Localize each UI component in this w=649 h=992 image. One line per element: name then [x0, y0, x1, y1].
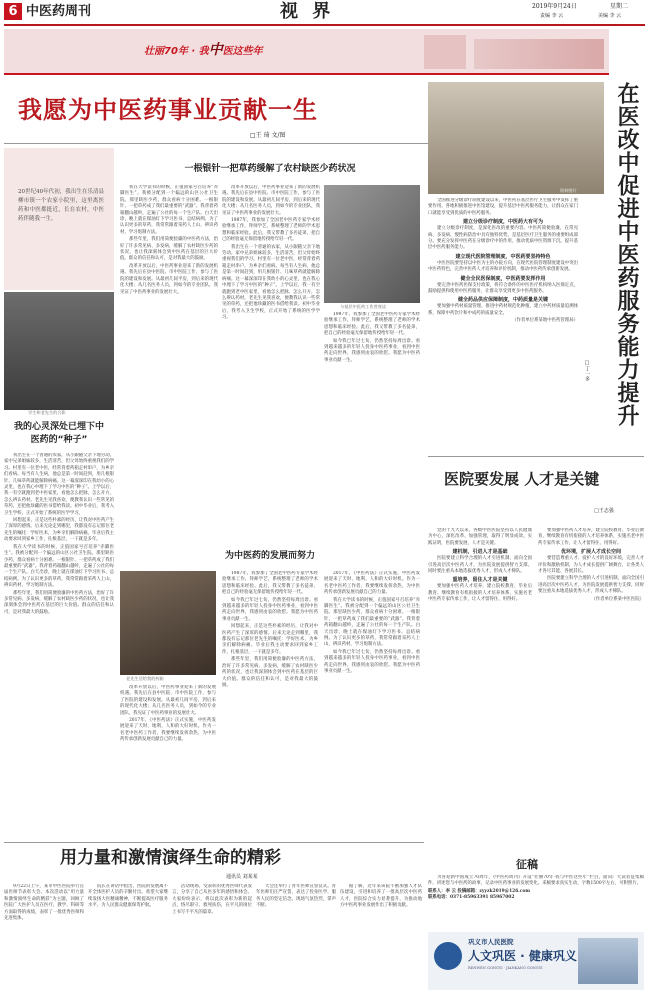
- phone-value: 0371-85963391 85967002: [449, 895, 515, 901]
- right-mid-col-1: [428, 528, 532, 853]
- body-text: 要加强中医药人才培养，建立院校教育、毕业后教育、继续教育有机衔接的人才培养体系，实施名老中医药专家传承工作，让人才留得住、用得好。: [428, 584, 532, 603]
- right-headline: 在医改中促进中医药服务能力提升: [614, 82, 639, 427]
- issue-date: 2019年9月24日: [532, 3, 577, 10]
- body-text: 全国推进分级诊疗制度建设以来，中医药在基层医疗卫生服务中发挥了重要作用。各地积极推进中医馆建设，提升基层中医药服务能力，让群众在家门口就能享受到优质的中医药服务。: [428, 198, 578, 216]
- bottom-divider: [4, 842, 424, 843]
- right-mid-headline: 医院要发展 人才是关键: [444, 470, 600, 488]
- masthead-rule: [4, 24, 645, 26]
- right-subhead-c: 健全全民医保制度，中医药要发挥作用: [460, 275, 546, 282]
- body-text: 2017年，《中医药法》正式实施，中医药发展迎来了天时、地利、人和的大好时机。作为一名老中医药工作者，我要继续发挥余热，为中医药传承创新发展贡献自己的力量。: [324, 571, 420, 596]
- right-mid-subhead-c: 优环境，扩展人才成长空间: [560, 549, 621, 556]
- right-byline: □丁一多: [584, 360, 590, 381]
- cfp-title: 征稿: [516, 858, 538, 871]
- body-text: 医院要建立科学合理的人才引进机制，面向全国引进高层次中医药人才，为医院发展提供智力支撑。同时要注重从本地选拔优秀人才，形成人才梯队。: [428, 556, 532, 575]
- body-text: 为喜迎新中国成立70周年，《中医药周刊》开设“壮丽70年·我与中医这些年”栏目，面向广大读者征集稿件，讲述您与中医药的故事，记录中医药事业的发展变化。来稿要求真实生动，字数1500字左右，可附照片。: [428, 875, 644, 887]
- contact-name: 李 云: [445, 888, 456, 894]
- body-text: 大会还举行了青年医师宣誓仪式。青年医师们庄严宣誓，表达了投身医学、服务人民的坚定信念。现场气氛热烈，掌声不断。: [256, 884, 336, 909]
- email-value: zyyzk2019@126.com: [479, 888, 531, 894]
- section-title: 视 界: [280, 1, 335, 22]
- main-headline: 我愿为中医药事业贡献一生: [18, 96, 318, 124]
- body-text: 那些年里，我们用简便验廉的中医药方法，治好了许多常见病、多发病，缓解了农村缺医少药的状况，也让我深刻体会到中医药在基层的巨大价值。群众的信任和认可，是对我最大的鼓励。: [4, 590, 114, 615]
- bottom-col-5: [340, 884, 422, 988]
- right-mid-note: （作者单位系某中医医院）: [591, 596, 644, 602]
- body-col-4: [324, 312, 420, 404]
- bottom-headline: 用力量和激情演绎生命的精彩: [60, 848, 281, 868]
- intro-box: [4, 148, 114, 290]
- body-text: 医院要建立科学合理的人才引进机制，面向全国引进高层次中医药人才，为医院发展提供智力支撑。同时要注重从本地选拔优秀人才，形成人才梯队。: [538, 576, 644, 595]
- right-divider: [428, 456, 644, 457]
- paper-name: 中医药周刊: [26, 4, 92, 19]
- issue-weekday: 星期二: [610, 3, 629, 10]
- body-text: 如今我已年过七旬，仍然坚持每周出诊。看到越来越多的年轻人投身中医药事业，看到中医药走向世界，我感到由衷的欣慰。我愿为中医药事业贡献一生。: [324, 649, 420, 675]
- hospital-building: [578, 938, 638, 984]
- body-text: 那些年里，我们用简便验廉的中医药方法，治好了许多常见病、多发病，缓解了农村缺医少药的状况，也让我深刻体会到中医药在基层的巨大价值。群众的信任和认可，是对我最大的鼓励。: [222, 657, 318, 688]
- hospital-logo-icon: [434, 942, 462, 970]
- group-photo-caption: 与基层中医药工作者座谈: [340, 304, 387, 309]
- body-text: 1987年，我参加了全国老中医药专家学术经验继承工作，拜师学艺，系统整理了老师的学术思想和临床经验。此后，我又带教了多名徒弟，把自己的经验毫无保留地传授给年轻一代。: [324, 312, 420, 337]
- body-text: 2017年，《中医药法》正式实施，中医药发展迎来了天时、地利、人和的大好时机。作为一名老中医药工作者，我要继续发挥余热，为中医药传承创新发展贡献自己的力量。: [120, 718, 216, 743]
- group-photo: [324, 185, 420, 303]
- right-subhead-a: 建立分级诊疗制度，中医药大有可为: [462, 219, 543, 226]
- right-subhead-d: 健全药品供应保障制度，中药质量是关键: [457, 297, 548, 304]
- main-byline: □王 琦 文/图: [250, 132, 286, 139]
- hospital-slogan: 人文巩医 · 健康巩义: [468, 949, 577, 963]
- body-text: 我出生在一个普通的农家，从小跟随父亲下地劳动。家中兄弟姐妹较多，生活清苦，但父母始终重视我们的学习。村里有一位老中医，经常背着药箱走村串户，为乡亲们看病。每当有人生病，他总是第一时间赶到，用几根银针、几味草药就能解除病痛。这一幕深深印在我幼小的心灵里，也在我心中埋下了学习中医的“种子”。上学以后，我一有空就跑到老中医家里，看他怎么把脉，怎么开方，怎么辨认药材。老先生见我喜欢，便教我认识一些常见的草药，还把他珍藏的医书借给我读。初中毕业后，我考入卫生学校，正式开始了系统的医学学习。: [4, 453, 114, 516]
- hospital-name: 巩义市人民医院: [468, 938, 514, 946]
- body-col-3: [222, 185, 320, 403]
- bottom-col-4: [256, 884, 336, 988]
- body-text: 要加强中药材质量管理，推进中药材规范化种植，建立中药材质量追溯体系，保障中药饮片和中成药的质量安全。: [428, 304, 578, 316]
- intro-text: 20世纪40年代初，我出生在乐清县柳市镇一个农家小院里，这里离医药和中医都挺近，长在农村，中医药伴随我一生。: [18, 189, 104, 222]
- body-text: 改革开放以后，中医药事业迎来了新的发展机遇。我先后在县中医院、市中医院工作，参与了医院的建设和发展。从最初几间平房，到后来的现代化大楼；从几名医务人员，到如今的专业团队，我见证了中医药事业的发展壮大。: [120, 263, 218, 295]
- banner-great-wall: [474, 39, 604, 69]
- body-text: 活动现场，受表彰的优秀医师代表发言，分享了自己从医多年的感悟和体会。大家纷纷表示，将以此次表彰为新的起点，恪尽职守、救死扶伤，在平凡的岗位上书写不平凡的篇章。: [172, 884, 252, 915]
- designer-credit: 美编 李 云: [598, 13, 622, 19]
- call-for-papers: [428, 858, 644, 930]
- body-text: 我在大学读书的时候，正值国家号召培养“赤脚医生”。我被分配到一个偏远的山区公社卫生院。那里缺医少药，群众看病十分困难。一根银针、一把草药成了我们最重要的“武器”。我背着药箱翻山越岭，走遍了公社的每一个生产队。白天出诊，晚上就在煤油灯下学习医书、总结病例。为了认识更多的草药，我常常跟着采药人上山，辨识药材，学习炮制方法。: [120, 185, 218, 235]
- bottom-col-2: [88, 884, 168, 988]
- right-note: （作者单位系某地中医药管理局）: [512, 318, 578, 324]
- right-mid-byline: □王志强: [594, 508, 614, 514]
- masthead: [0, 0, 649, 25]
- cfp-body: [428, 875, 644, 929]
- page-number: 6: [4, 3, 22, 20]
- editor-credit: 责编 李 云: [540, 13, 564, 19]
- subhead-needle: 一根银针一把草药缓解了农村缺医少药状况: [184, 164, 356, 174]
- body-text: 改革开放以后，中医药事业迎来了新的发展机遇。我先后在县中医院、市中医院工作，参与了医院的建设和发展。从最初几间平房，到后来的现代化大楼；从几名医务人员，到如今的专业团队，我见证了中医药事业的发展壮大。: [120, 685, 216, 716]
- body-text: 那些年里，我们用简便验廉的中医药方法，治好了许多常见病、多发病，缓解了农村缺医少药的状况，也让我深刻体会到中医药在基层的巨大价值。群众的信任和认可，是对我最大的鼓励。: [120, 237, 218, 262]
- body-text: 我在大学读书的时候，正值国家号召培养“赤脚医生”。我被分配到一个偏远的山区公社卫生院。那里缺医少药，群众看病十分困难。一根银针、一把草药成了我们最重要的“武器”。我背着药箱翻山越岭，走遍了公社的每一个生产队。白天出诊，晚上就在煤油灯下学习医书、总结病例。为了认识更多的草药，我常常跟着采药人上山，辨识药材，学习炮制方法。: [4, 544, 114, 589]
- body-col-7: [222, 571, 318, 835]
- body-text: 1987年，我参加了全国老中医药专家学术经验继承工作，拜师学艺，系统整理了老师的学术思想和临床经验。此后，我又带教了多名徒弟，把自己的经验毫无保留地传授给年轻一代。: [222, 571, 318, 596]
- herb-photo-caption: 资料图片: [560, 188, 577, 193]
- body-text: 我出生在一个普通的农家，从小跟随父亲下地劳动。家中兄弟姐妹较多，生活清苦，但父母始终重视我们的学习。村里有一位老中医，经常背着药箱走村串户，为乡亲们看病。每当有人生病，他总是第一时间赶到，用几根银针、几味草药就能解除病痛。这一幕深深印在我幼小的心灵里，也在我心中埋下了学习中医的“种子”。上学以后，我一有空就跑到老中医家里，看他怎么把脉，怎么开方，怎么辨认药材。老先生见我喜欢，便教我认识一些常见的草药，还把他珍藏的医书借给我读。初中毕业后，我考入卫生学校，正式开始了系统的医学学习。: [222, 244, 320, 321]
- portrait-photo: [4, 292, 114, 410]
- bottom-col-1: [4, 884, 84, 988]
- body-text: 要完善中医药医保支付政策，将符合条件的中医医疗机构纳入医保定点，鼓励提供和使用中医药服务，让群众享受到更多中医药服务。: [428, 282, 578, 295]
- body-text: 改革开放以后，中医药事业迎来了新的发展机遇。我先后在县中医院、市中医院工作，参与了医院的建设和发展。从最初几间平房，到后来的现代化大楼；从几名医务人员，到如今的专业团队，我见证了中医药事业的发展壮大。: [222, 185, 320, 216]
- body-col-6: [120, 685, 216, 835]
- body-text: 要加强中医药人才培养，建立院校教育、毕业后教育、继续教育有机衔接的人才培养体系，实施名老中医药专家传承工作，让人才留得住、用得好。: [538, 528, 644, 546]
- right-body: [428, 198, 578, 450]
- body-col-2: [120, 185, 218, 403]
- medicine-box-photo: [120, 571, 216, 675]
- right-mid-col-2: [538, 528, 644, 853]
- right-mid-subhead-b: 重培养，留住人才是关键: [452, 577, 508, 584]
- banner-slogan-right: 医这些年: [222, 46, 263, 57]
- subhead-develop: 为中医药的发展而努力: [224, 551, 315, 561]
- body-text: 要营造尊重人才、爱护人才的良好环境，完善人才评价和激励机制，为人才成长提供广阔舞台，让各类人才各尽其能、各展其长。: [538, 556, 644, 575]
- body-text: 如今我已年过七旬，仍然坚持每周出诊。看到越来越多的年轻人投身中医药事业，看到中医药走向世界，我感到由衷的欣慰。我愿为中医药事业贡献一生。: [222, 597, 318, 622]
- body-col-1: [4, 453, 114, 835]
- email-label: 投稿邮箱：: [457, 888, 480, 894]
- body-col-8: [324, 571, 420, 835]
- banner-slogan-left: 壮丽70年 · 我: [144, 46, 209, 57]
- hospital-slogan-en: RENWEN GONGYI · JIANKANG GONGYI: [468, 966, 543, 970]
- body-text: 据了解，近年来该院不断加强人才队伍建设，引进和培养了一批高层次中医药人才，医院综合实力显著提升，为推动地方中医药事业发展作出了积极贡献。: [340, 884, 422, 909]
- bottom-col-3: [172, 884, 252, 988]
- portrait-caption: 学生和老先生的合影: [28, 410, 66, 415]
- body-text: 建立分级诊疗制度，是深化医改的重要内容。中医药简便验廉，在常见病、多发病、慢性病防治中具有独特优势，是基层医疗卫生服务的重要组成部分。要充分发挥中医药在分级诊疗中的作用，推动优质中医资源下沉，提升基层中医药服务能力。: [428, 226, 578, 251]
- phone-label: 联系电话：: [428, 895, 450, 901]
- body-text: 9月22日上午，某市中医医院举行首届医师节表彰大会。本次活动以“用力量和激情演绎生命的精彩”为主题，回顾了医院广大医护人员在医疗、教学、科研等方面取得的成绩，表彰了一批优秀医师和先进集体。: [4, 884, 84, 922]
- body-text: 1987年，我参加了全国老中医药专家学术经验继承工作，拜师学艺，系统整理了老师的学术思想和临床经验。此后，我又带教了多名徒弟，把自己的经验毫无保留地传授给年轻一代。: [222, 218, 320, 243]
- body-text: 回想起来，正是这些朴素的经历，让我对中医药产生了深厚的感情。后来无论走到哪里，我都没有忘记那位老先生的嘱托：学好医术，为乡亲们解除病痛。毕业后我主动要求回到家乡工作，扎根基层，一干就是多年。: [222, 624, 318, 655]
- hospital-ad: [428, 932, 644, 990]
- body-text: 党的十九大以来，各级中医医院坚持以人民健康为中心，深化改革、加强管理，取得了明显成效。实践证明，医院要发展，人才是关键。: [428, 528, 532, 546]
- bottom-byline: 通讯员 刘某某: [226, 874, 258, 880]
- body-text: 中医医院要坚持以中医为主的办院方向，在现代医院管理制度建设中突出中医药特色，完善中医药人才培养和评价机制，推动中医药传承创新发展。: [428, 260, 578, 273]
- herb-photo: [428, 82, 604, 194]
- body-text: 院长在讲话中指出，医院的发展离不开全体医护人员的辛勤付出。希望大家继续发扬大医精诚精神，不断提高医疗服务水平，为人民群众健康保驾护航。: [88, 884, 168, 909]
- contact-label: 联系人：: [428, 888, 446, 894]
- body-text: 回想起来，正是这些朴素的经历，让我对中医药产生了深厚的感情。后来无论走到哪里，我都没有忘记那位老先生的嘱托：学好医术，为乡亲们解除病痛。毕业后我主动要求回到家乡工作，扎根基层，一干就是多年。: [4, 518, 114, 543]
- banner-seal: [424, 35, 466, 69]
- banner-slogan: [144, 43, 304, 57]
- body-text: 我在大学读书的时候，正值国家号召培养“赤脚医生”。我被分配到一个偏远的山区公社卫生院。那里缺医少药，群众看病十分困难。一根银针、一把草药成了我们最重要的“武器”。我背着药箱翻山越岭，走遍了公社的每一个生产队。白天出诊，晚上就在煤油灯下学习医书、总结病例。为了认识更多的草药，我常常跟着采药人上山，辨识药材，学习炮制方法。: [324, 597, 420, 648]
- banner: [4, 29, 609, 75]
- subhead-seed: 我的心灵深处已埋下中医药的“种子”: [14, 422, 105, 445]
- body-text: 如今我已年过七旬，仍然坚持每周出诊。看到越来越多的年轻人投身中医药事业，看到中医药走向世界，我感到由衷的欣慰。我愿为中医药事业贡献一生。: [324, 338, 420, 363]
- right-mid-subhead-a: 建机制，引进人才是基础: [452, 549, 508, 556]
- right-subhead-b: 建立现代医院管理制度，中医药要坚持特色: [455, 253, 551, 260]
- banner-slogan-zhong: 中: [208, 42, 223, 58]
- medicine-box-caption: 老先生送给我的药箱: [126, 676, 164, 681]
- cfp-contact-b: [428, 895, 644, 901]
